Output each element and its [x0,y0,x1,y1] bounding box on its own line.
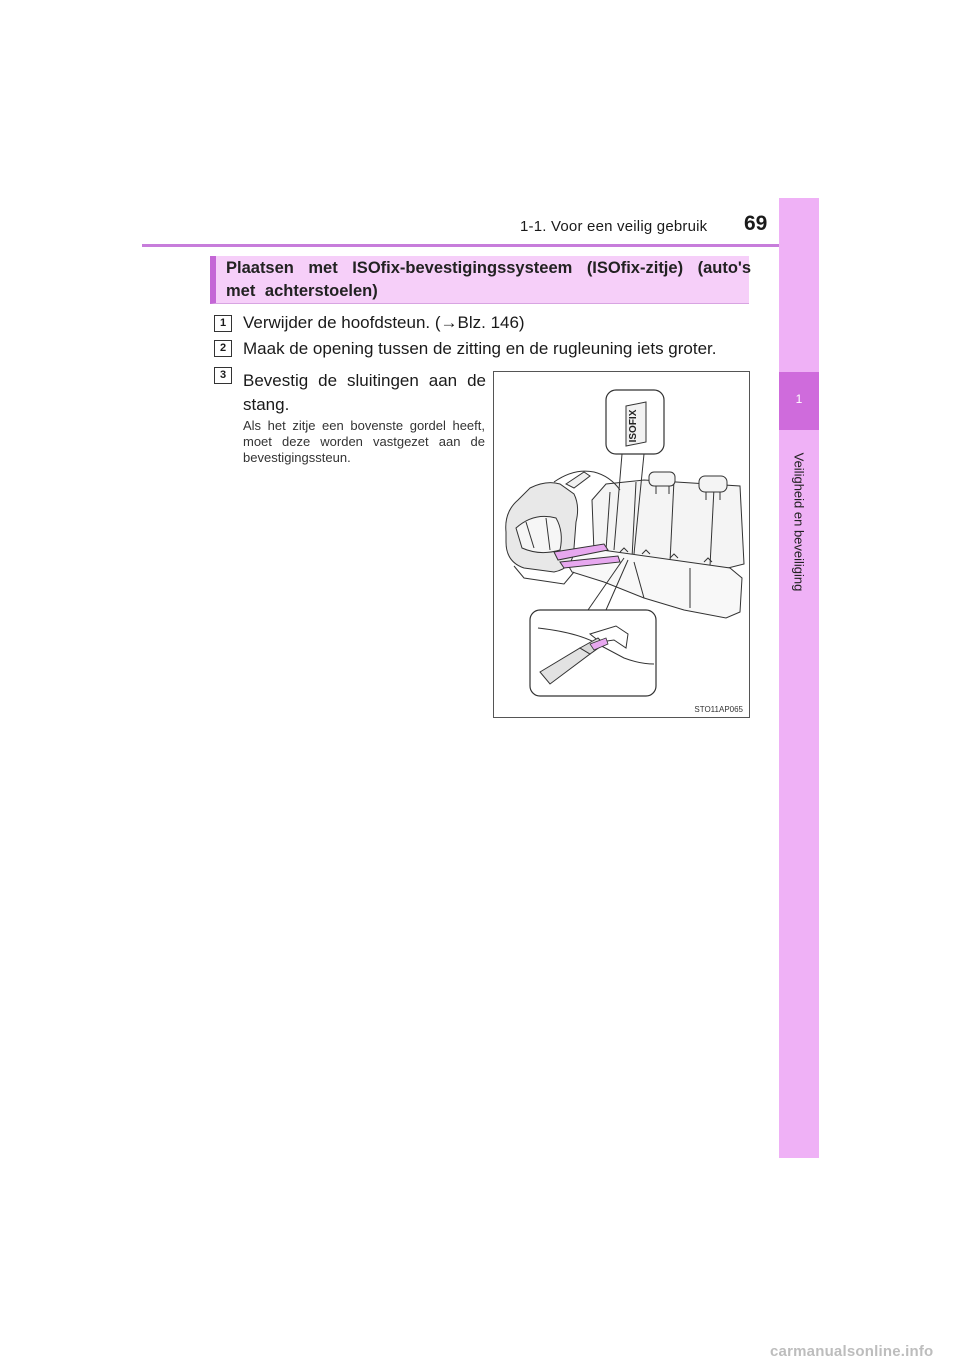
page-number: 69 [744,212,768,235]
step-text-3: Bevestig de sluitingen aan de stang. [243,371,486,414]
chapter-side-tab [779,198,819,1158]
isofix-illustration [493,371,750,718]
running-header: 1-1. Voor een veilig gebruik [520,218,708,235]
step-number-1: 1 [214,315,232,332]
watermark: carmanualsonline.info [770,1343,934,1360]
figure-code: STO11AP065 [694,705,743,714]
isofix-label-callout [606,390,664,454]
chapter-title: Veiligheid en beveiliging [791,452,807,592]
isofix-label: ISOFIX [628,409,639,443]
step-text-2: Maak de opening tussen de zitting en de rugleuning iets groter. [243,339,717,358]
chapter-number: 1 [795,392,803,406]
step-text-1: Verwijder de hoofdsteun. (→Blz. 146) [243,313,525,332]
step-number-2: 2 [214,340,232,357]
anchor-detail-callout [530,610,656,696]
header-rule [142,244,818,247]
isofix-seat-drawing [494,372,749,717]
step-number-3: 3 [214,367,232,384]
section-title: Plaatsen met ISOfix-bevestigingssysteem (ISOfix-zitje) (auto's met achterstoelen) [226,259,751,300]
step-3-note: Als het zitje een bovenste gordel heeft, moet deze worden vastgezet aan de bevestigingssteun. [243,418,485,465]
